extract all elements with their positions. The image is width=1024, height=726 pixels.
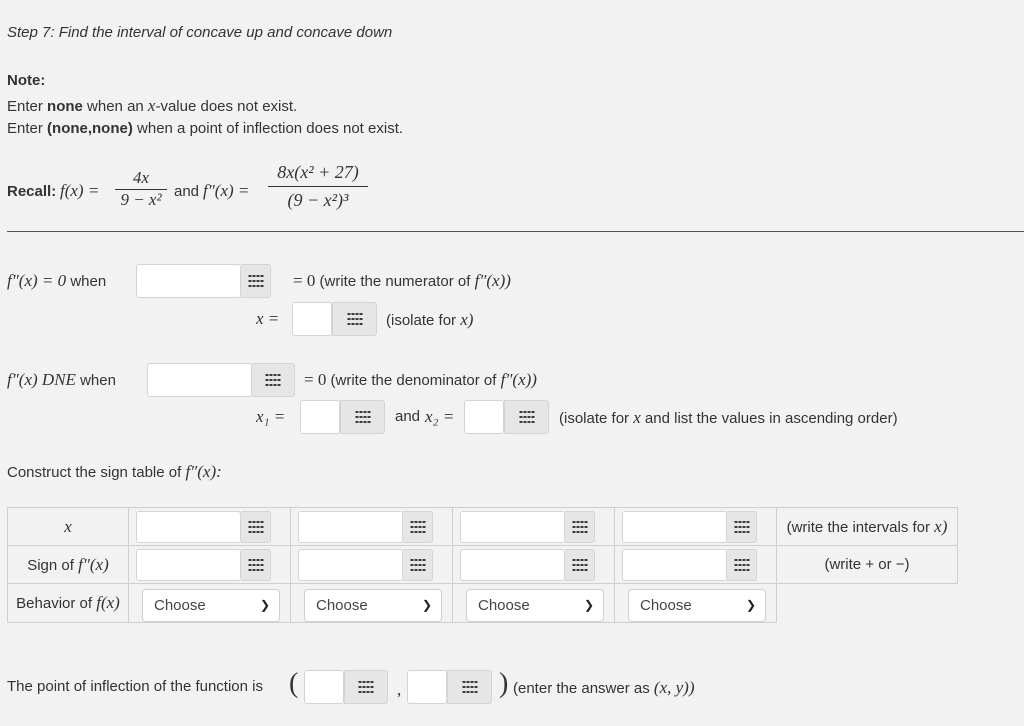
table-row — [8, 508, 958, 546]
recall-f2-fraction: 8x(x² + 27) (9 − x²)³ — [268, 162, 368, 211]
keypad-grid-icon — [462, 681, 477, 693]
keypad-grid-icon — [248, 275, 263, 287]
keypad-grid-icon — [359, 681, 374, 693]
keypad-grid-icon — [572, 559, 587, 571]
x-isolate-hint: (isolate for x) — [386, 310, 474, 329]
numerator-keypad-button[interactable] — [241, 264, 271, 298]
numerator-input[interactable] — [136, 264, 241, 298]
keypad-grid-icon — [519, 411, 534, 423]
inflection-text: The point of inflection of the function is — [7, 678, 263, 695]
interval-input-1[interactable] — [136, 511, 241, 543]
recall-f-fraction: 4x 9 − x² — [115, 168, 167, 210]
chevron-down-icon: ❯ — [259, 598, 270, 612]
recall-f2-lhs: f″(x) = — [203, 181, 250, 200]
x-value-input[interactable] — [292, 302, 332, 336]
chevron-down-icon: ❯ — [583, 598, 594, 612]
recall-f-lhs: f(x) = — [60, 181, 100, 200]
dne-condition-label: f″(x) DNE when — [7, 370, 116, 389]
inflection-close-paren: ) — [499, 668, 509, 699]
interval-input-2[interactable] — [298, 511, 403, 543]
sign-hint: (write + or −) — [777, 546, 958, 584]
inflection-open-paren: ( — [289, 668, 299, 699]
sign-keypad-button-2[interactable] — [403, 549, 433, 581]
x-value-keypad-button[interactable] — [332, 302, 377, 336]
interval-input-4[interactable] — [622, 511, 727, 543]
note-line-1: Enter none when an x-value does not exist. — [7, 96, 298, 115]
sign-table — [7, 507, 958, 623]
behavior-row-label: Behavior of f(x) — [8, 584, 129, 623]
keypad-grid-icon — [248, 521, 263, 533]
x-label: x = — [256, 309, 280, 328]
inflection-x-keypad-button[interactable] — [344, 670, 388, 704]
table-row — [8, 584, 958, 623]
inflection-comma: , — [397, 680, 402, 699]
keypad-grid-icon — [347, 313, 362, 325]
keypad-grid-icon — [734, 559, 749, 571]
inflection-y-input[interactable] — [407, 670, 447, 704]
sign-input-1[interactable] — [136, 549, 241, 581]
chevron-down-icon: ❯ — [745, 598, 756, 612]
keypad-grid-icon — [410, 559, 425, 571]
behavior-select-3[interactable]: Choose ❯ — [466, 589, 604, 622]
numerator-hint: = 0 (write the numerator of f″(x)) — [293, 271, 511, 290]
recall-and: and — [174, 183, 200, 200]
sign-keypad-button-3[interactable] — [565, 549, 595, 581]
interval-keypad-button-3[interactable] — [565, 511, 595, 543]
sign-input-4[interactable] — [622, 549, 727, 581]
x2-input[interactable] — [464, 400, 504, 434]
recall-label: Recall: — [7, 183, 57, 200]
keypad-grid-icon — [266, 374, 281, 386]
divider — [7, 231, 1024, 232]
behavior-select-1[interactable]: Choose ❯ — [142, 589, 280, 622]
note-heading: Note: — [7, 72, 46, 89]
inflection-hint: (enter the answer as (x, y)) — [513, 678, 695, 697]
inflection-y-keypad-button[interactable] — [447, 670, 492, 704]
keypad-grid-icon — [410, 521, 425, 533]
sign-table-intro: Construct the sign table of f″(x): — [7, 462, 222, 481]
behavior-select-4[interactable]: Choose ❯ — [628, 589, 766, 622]
x1-x2-hint: (isolate for x and list the values in ascending order) — [559, 408, 898, 427]
and-text: and — [395, 408, 421, 425]
step-title: Step 7: Find the interval of concave up and concave down — [7, 24, 393, 41]
note-line-2: Enter (none,none) when a point of inflection does not exist. — [7, 120, 404, 137]
x2-keypad-button[interactable] — [504, 400, 549, 434]
sign-keypad-button-1[interactable] — [241, 549, 271, 581]
x1-label: x₁ = — [256, 407, 286, 426]
zero-condition-label: f″(x) = 0 when — [7, 271, 107, 290]
intervals-hint: (write the intervals for x) — [777, 508, 958, 546]
sign-input-3[interactable] — [460, 549, 565, 581]
interval-keypad-button-1[interactable] — [241, 511, 271, 543]
denominator-hint: = 0 (write the denominator of f″(x)) — [304, 370, 537, 389]
x1-input[interactable] — [300, 400, 340, 434]
table-row — [8, 546, 958, 584]
sign-row-label: Sign of f″(x) — [8, 546, 129, 584]
denominator-input[interactable] — [147, 363, 252, 397]
x-row-label: x — [8, 508, 129, 546]
keypad-grid-icon — [248, 559, 263, 571]
chevron-down-icon: ❯ — [421, 598, 432, 612]
keypad-grid-icon — [734, 521, 749, 533]
interval-keypad-button-2[interactable] — [403, 511, 433, 543]
behavior-select-2[interactable]: Choose ❯ — [304, 589, 442, 622]
keypad-grid-icon — [572, 521, 587, 533]
interval-input-3[interactable] — [460, 511, 565, 543]
inflection-x-input[interactable] — [304, 670, 344, 704]
interval-keypad-button-4[interactable] — [727, 511, 757, 543]
sign-keypad-button-4[interactable] — [727, 549, 757, 581]
sign-input-2[interactable] — [298, 549, 403, 581]
keypad-grid-icon — [355, 411, 370, 423]
denominator-keypad-button[interactable] — [252, 363, 295, 397]
x2-label: x₂ = — [425, 407, 455, 426]
x1-keypad-button[interactable] — [340, 400, 385, 434]
